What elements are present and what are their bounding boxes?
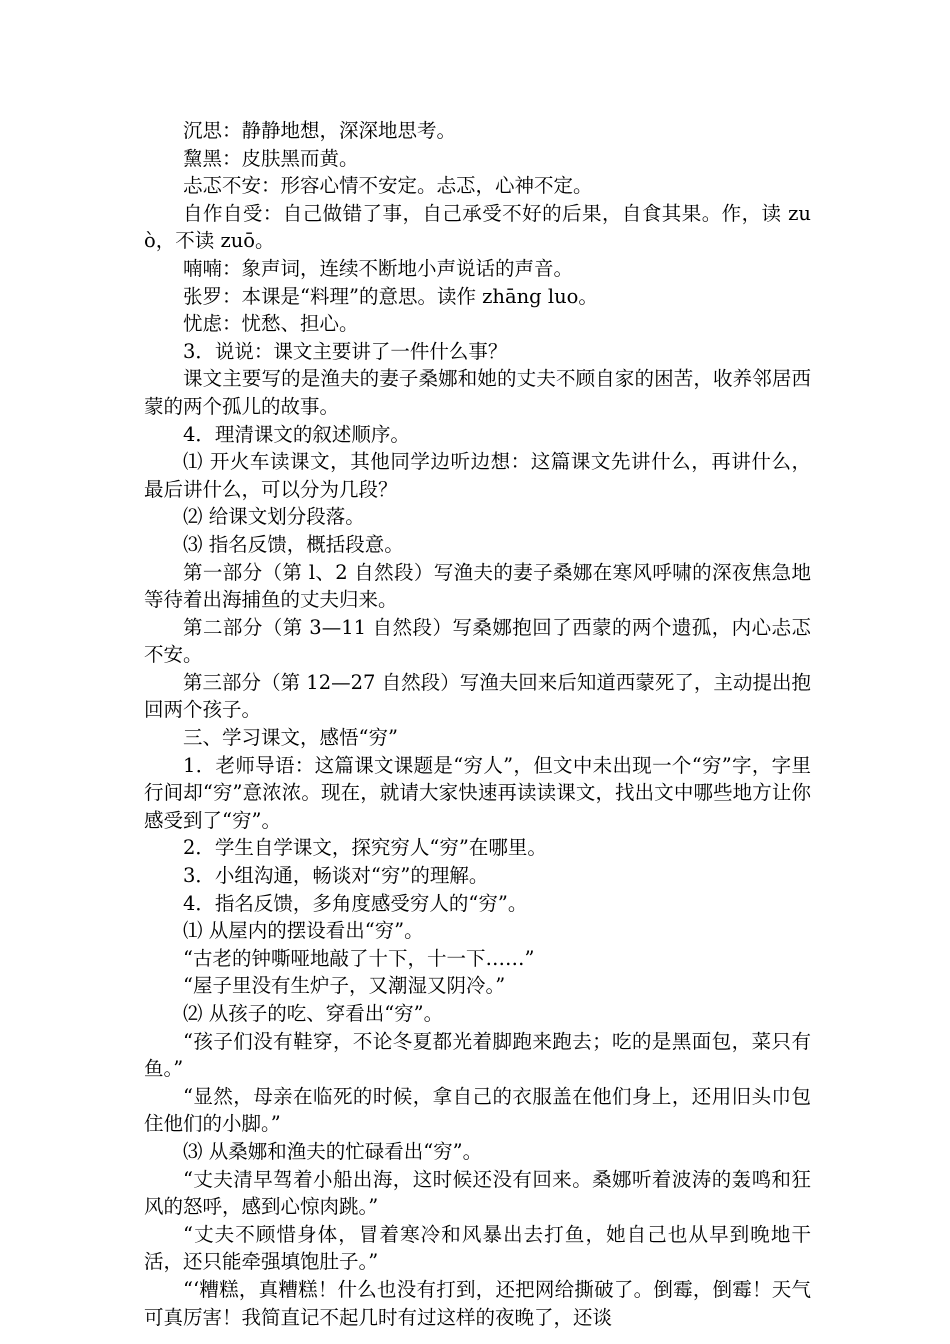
section-heading-three: 三、学习课文，感悟“穷” [183, 726, 398, 750]
paragraph-term-lihei: 黧黑：皮肤黑而黄。 [183, 146, 359, 170]
document-body [144, 117, 811, 1331]
paragraph-step-3-heading: 3．说说：课文主要讲了一件什么事？ [183, 339, 508, 363]
paragraph-step-4-heading: 4．理清课文的叙述顺序。 [183, 422, 410, 446]
paragraph-group-talk: 3．小组沟通，畅谈对“穷”的理解。 [183, 864, 489, 888]
quote-old-clock: “古老的钟嘶哑地敲了十下，十一下……” [183, 946, 535, 970]
paragraph-story-summary: 课文主要写的是渔夫的妻子桑娜和她的丈夫不顾自家的困苦，收养邻居西蒙的两个孤儿的故事。 [144, 367, 811, 418]
paragraph-room-furnishing: ⑴ 从屋内的摆设看出“穷”。 [183, 919, 424, 943]
paragraph-term-youlv: 忧虑：忧愁、担心。 [183, 312, 359, 336]
paragraph-term-zhangluo: 张罗：本课是“料理”的意思。读作 zhāng luo。 [183, 284, 598, 308]
paragraph-children-food-clothes: ⑵ 从孩子的吃、穿看出“穷”。 [183, 1002, 444, 1025]
paragraph-teacher-intro: 1．老师导语：这篇课文课题是“穷人”，但文中未出现一个“穷”字，字里行间却“穷”意浓浓。现在，就请大家快速再读读课文，找出文中哪些地方让你感受到了“穷”。 [144, 753, 811, 832]
quote-no-shoes: “孩子们没有鞋穿，不论冬夏都光着脚跑来跑去；吃的是黑面包，菜只有鱼。” [144, 1029, 811, 1081]
paragraph-term-chensi: 沉思：静静地想，深深地思考。 [183, 119, 457, 142]
quote-cold-room: “屋子里没有生炉子，又潮湿又阴冷。” [183, 974, 506, 998]
paragraph-busy-couple: ⑶ 从桑娜和渔夫的忙碌看出“穷”。 [183, 1139, 483, 1163]
quote-bad-luck: “‘糟糕，真糟糕！什么也没有打到，还把网给撕破了。倒霉，倒霉！天气可真厉害！我简直记不起几时有过这样的夜晚了，还谈 [144, 1277, 811, 1329]
quote-husband-at-sea: “丈夫清早驾着小船出海，这时候还没有回来。桑娜听着波涛的轰鸣和狂风的怒呼，感到心惊肉跳。” [144, 1167, 811, 1219]
paragraph-term-tante: 忐忑不安：形容心情不安定。忐忑，心神不定。 [183, 174, 593, 198]
paragraph-part-three: 第三部分（第 12—27 自然段）写渔夫回来后知道西蒙死了，主动提出抱回两个孩子。 [144, 670, 811, 722]
paragraph-term-zizuozishou: 自作自受：自己做错了事，自己承受不好的后果，自食其果。作，读 zuò，不读 zuō。 [144, 201, 811, 253]
paragraph-reading-task: ⑴ 开火车读课文，其他同学边听边想：这篇课文先讲什么，再讲什么，最后讲什么，可以分为几段？ [144, 450, 811, 501]
quote-hard-work: “丈夫不顾惜身体，冒着寒冷和风暴出去打鱼，她自己也从早到晚地干活，还只能牵强填饱肚子。” [144, 1222, 811, 1274]
paragraph-self-study: 2．学生自学课文，探究穷人“穷”在哪里。 [183, 836, 547, 860]
paragraph-part-one: 第一部分（第 l、2 自然段）写渔夫的妻子桑娜在寒风呼啸的深夜焦急地等待着出海捕鱼的丈夫归来。 [144, 560, 811, 612]
paragraph-feedback: ⑶ 指名反馈，概括段意。 [183, 532, 404, 556]
paragraph-divide-sections: ⑵ 给课文划分段落。 [183, 505, 365, 529]
paragraph-term-nannan: 喃喃：象声词，连续不断地小声说话的声音。 [183, 256, 574, 280]
paragraph-part-two: 第二部分（第 3—11 自然段）写桑娜抱回了西蒙的两个遗孤，内心忐忑不安。 [144, 615, 811, 667]
paragraph-multi-angle: 4．指名反馈，多角度感受穷人的“穷”。 [183, 891, 528, 915]
quote-mother-clothes: “显然，母亲在临死的时候，拿自己的衣服盖在他们身上，还用旧头巾包住他们的小脚。” [144, 1084, 811, 1136]
